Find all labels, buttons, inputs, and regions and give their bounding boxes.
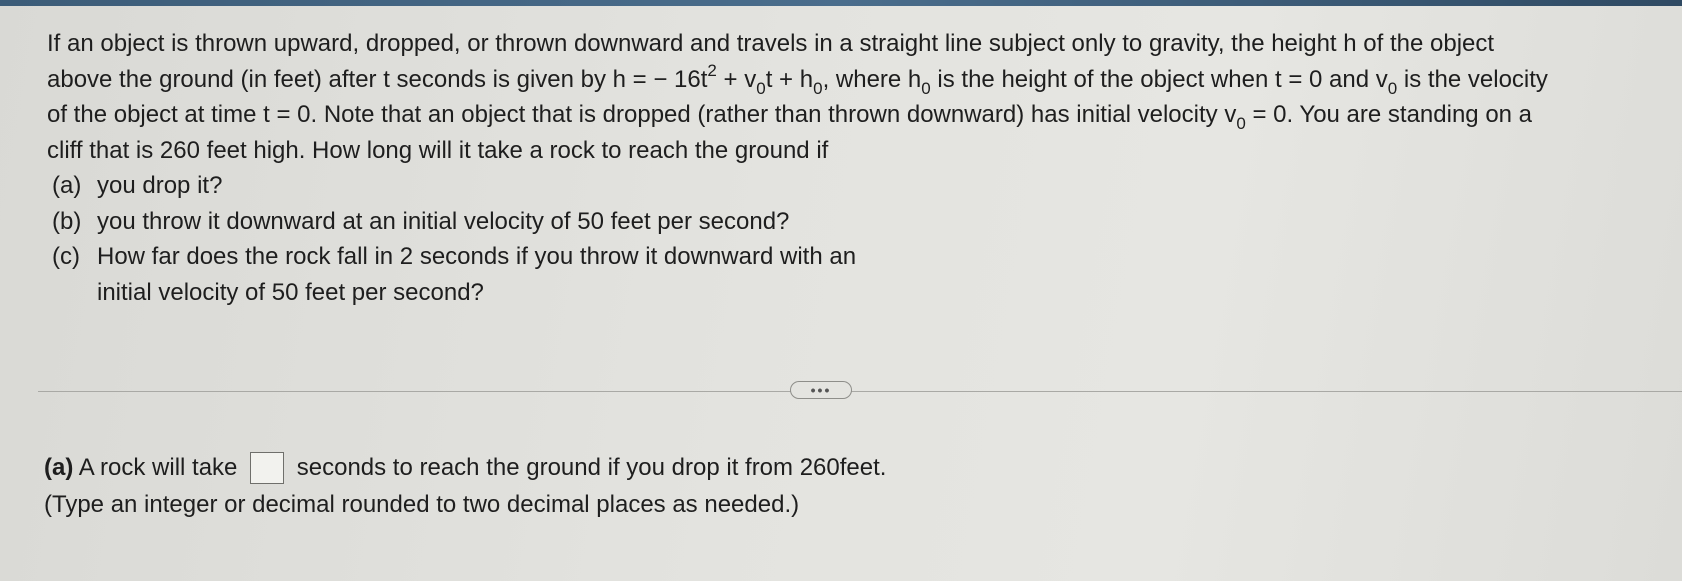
- problem-text: t + h: [765, 65, 814, 93]
- part-text-line-2: initial velocity of 50 feet per second?: [97, 278, 484, 306]
- answer-section: [44, 449, 1444, 523]
- problem-statement: [47, 26, 1667, 310]
- part-text: you drop it?: [97, 172, 223, 199]
- part-label: (b): [52, 207, 82, 235]
- part-label: (a): [52, 172, 82, 199]
- problem-line-2: [47, 62, 1667, 98]
- answer-text-before: A rock will take: [73, 454, 245, 481]
- top-accent-bar: [0, 0, 1682, 6]
- subscript: 0: [1236, 114, 1246, 133]
- answer-text-after: seconds to reach the ground if you drop it from 260feet.: [290, 454, 887, 481]
- answer-line: [44, 449, 1444, 486]
- problem-text: If an object is thrown upward, dropped, or thrown downward and travels in a straight line subject only to gravity, the height h of the object: [47, 30, 1495, 57]
- problem-text: + v: [716, 65, 757, 93]
- expand-more-button[interactable]: •••: [790, 381, 852, 399]
- problem-text: is the velocity: [1397, 65, 1548, 93]
- part-c: [47, 239, 1667, 310]
- problem-text: of the object at time t = 0. Note that an object that is dropped (rather than thrown downward) has initial velocity v: [47, 101, 1237, 128]
- subscript: 0: [1387, 78, 1398, 98]
- answer-hint: (Type an integer or decimal rounded to two decimal places as needed.): [44, 491, 800, 518]
- problem-text: , where h: [822, 65, 922, 93]
- part-label: (c): [52, 243, 80, 270]
- subscript: 0: [813, 78, 823, 98]
- answer-part-label: (a): [44, 454, 74, 481]
- part-text: [97, 239, 856, 310]
- part-a: [47, 168, 1667, 204]
- answer-input-box[interactable]: [250, 452, 284, 484]
- part-text-line-1: How far does the rock fall in 2 seconds if you throw it downward with an: [97, 243, 857, 270]
- section-divider: [38, 391, 1682, 392]
- problem-text: above the ground (in feet) after t seconds is given by h = − 16t: [47, 65, 708, 93]
- subscript: 0: [921, 78, 931, 98]
- problem-line-4: [47, 133, 1667, 169]
- problem-line-1: [47, 26, 1667, 62]
- problem-text: cliff that is 260 feet high. How long will it take a rock to reach the ground if: [47, 136, 829, 164]
- part-text: you throw it downward at an initial velocity of 50 feet per second?: [97, 207, 790, 235]
- subscript: 0: [756, 78, 766, 98]
- part-b: [47, 204, 1667, 240]
- exponent: 2: [707, 60, 717, 80]
- problem-text: is the height of the object when t = 0 and v: [930, 65, 1388, 93]
- problem-line-3: [47, 97, 1667, 133]
- problem-text: = 0. You are standing on a: [1245, 101, 1533, 128]
